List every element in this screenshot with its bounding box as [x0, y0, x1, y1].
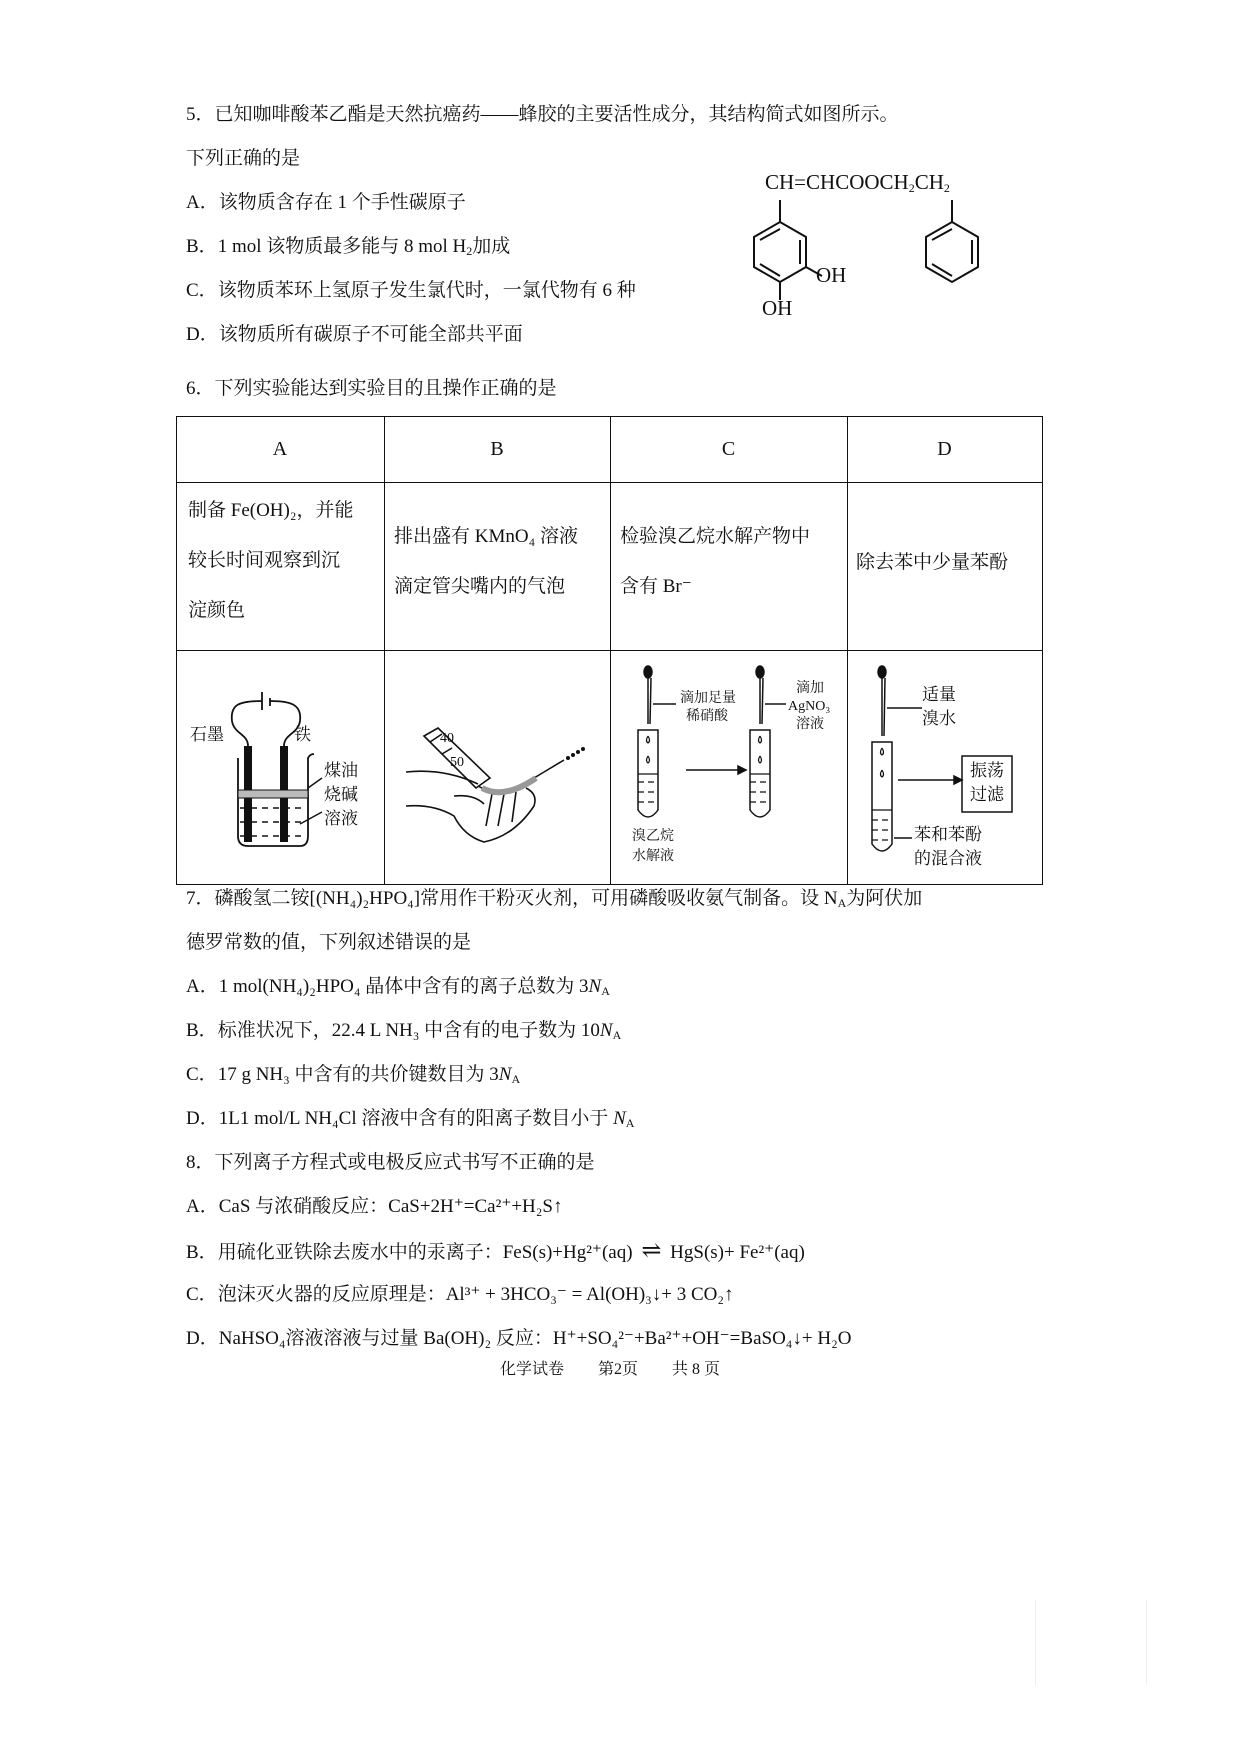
label-graphite: 石墨: [190, 725, 224, 744]
page-footer: [500, 1356, 750, 1379]
header-d: D: [937, 437, 952, 460]
q8-option-d: D．NaHSO₄溶液溶液与过量 Ba(OH)₂ 反应：H⁺+SO₄²⁻+Ba²⁺+OH⁻=BaSO₄↓+ H₂O: [186, 1328, 852, 1349]
experiment-table: [176, 416, 1043, 885]
footer-subject: 化学试卷: [500, 1361, 565, 1378]
label-add-agno3-1: 滴加: [796, 681, 824, 696]
q8-option-a: A．CaS 与浓硝酸反应：CaS+2H⁺=Ca²⁺+H₂S↑: [186, 1196, 563, 1217]
header-c: C: [721, 437, 736, 460]
footer-total: 共 8 页: [672, 1361, 721, 1378]
q5-option-a: [186, 190, 466, 216]
option-label: B．: [186, 236, 218, 257]
burette-tick-50: 50: [450, 755, 464, 770]
q7-option-a: A．1 mol(NH₄)₂HPO₄ 晶体中含有的离子总数为 $3N_A$: [186, 976, 610, 998]
label-filter: 过滤: [970, 785, 1004, 804]
purpose-c-line2: 含有 Br⁻: [620, 576, 692, 597]
burette-tick-40: 40: [440, 731, 454, 746]
q5-option-c: [186, 278, 636, 304]
label-hydrolysate-2: 水解液: [632, 849, 674, 864]
label-add-nitric-acid-1: 滴加足量: [680, 691, 736, 706]
option-text: 该物质所有碳原子不可能全部共平面: [218, 324, 523, 345]
label-mixture-1: 苯和苯酚: [914, 825, 982, 844]
q5-stem-line2: 下列正确的是: [186, 148, 301, 169]
q8-stem: 8．下列离子方程式或电极反应式书写不正确的是: [186, 1152, 595, 1173]
header-b: B: [490, 437, 504, 460]
subscript: 2: [466, 244, 473, 258]
oh-label-1: OH: [816, 263, 847, 287]
q7-option-b: B．标准状况下，22.4 L NH₃ 中含有的电子数为 $10N_A$: [186, 1020, 622, 1042]
scan-artifact: [1035, 1600, 1147, 1685]
option-label: C．: [186, 280, 218, 301]
label-kerosene: 煤油: [324, 761, 358, 780]
option-text: 该物质含存在 1 个手性碳原子: [218, 192, 466, 213]
header-a: A: [272, 437, 288, 460]
purpose-b-line2: 滴定管尖嘴内的气泡: [394, 576, 566, 597]
figure-a-electrolysis: [190, 666, 380, 876]
q8-option-c: C．泡沫灭火器的反应原理是：Al³⁺ + 3HCO₃⁻ = Al(OH)₃↓+ 3 CO₂↑: [186, 1284, 734, 1305]
label-caustic-soda: 烧碱: [324, 785, 358, 804]
purpose-a-line2: 较长时间观察到沉: [188, 550, 341, 571]
purpose-d-line1: 除去苯中少量苯酚: [856, 552, 1009, 573]
label-add-agno3-2: AgNO₃: [788, 699, 831, 714]
equilibrium-arrow-icon: ⇌: [641, 1238, 662, 1264]
q5-stem-line1: 5．已知咖啡酸苯乙酯是天然抗癌药——蜂胶的主要活性成分，其结构简式如图所示。: [186, 104, 899, 125]
burette-hand-icon: [394, 676, 604, 876]
q6-stem: 6．下列实验能达到实验目的且操作正确的是: [186, 378, 557, 399]
figure-b-burette: [394, 676, 604, 876]
side-chain-label: $CH=CHCOOCH_2CH_2$: [765, 170, 950, 195]
label-add-nitric-acid-2: 稀硝酸: [686, 709, 728, 724]
footer-page: 第2页: [598, 1361, 639, 1378]
purpose-a-line1: 制备 Fe(OH)₂，并能: [188, 500, 354, 521]
q7-stem-line2: 德罗常数的值，下列叙述错误的是: [186, 932, 472, 953]
label-iron: 铁: [294, 725, 311, 744]
label-add-agno3-3: 溶液: [796, 717, 824, 732]
option-text: 1 mol 该物质最多能与 8 mol H: [217, 236, 467, 257]
label-bromine-water: 溴水: [922, 709, 956, 728]
figure-c-testtubes: [620, 660, 842, 880]
label-hydrolysate-1: 溴乙烷: [632, 829, 674, 844]
option-label: A．: [186, 192, 219, 213]
purpose-c-line1: 检验溴乙烷水解产物中: [620, 526, 811, 547]
oh-label-2: OH: [762, 296, 793, 320]
purpose-a-line3: 淀颜色: [188, 600, 246, 621]
label-mixture-2: 的混合液: [914, 849, 982, 868]
structure-formula: [740, 160, 1040, 330]
option-text: 加成: [472, 236, 511, 257]
option-label: D．: [186, 324, 219, 345]
label-shake: 振荡: [970, 761, 1004, 780]
option-text: 该物质苯环上氢原子发生氯代时，一氯代物有 6 种: [217, 280, 636, 301]
q5-option-b: [186, 234, 510, 260]
q7-option-c: C．17 g NH₃ 中含有的共价键数目为 $3N_A$: [186, 1064, 521, 1086]
purpose-b-line1: 排出盛有 KMnO₄ 溶液: [394, 526, 578, 547]
label-solution: 溶液: [324, 809, 358, 828]
q8-option-b: B．用硫化亚铁除去废水中的汞离子：FeS(s)+Hg²⁺(aq) ⇌ HgS(s)+ Fe²⁺(aq): [186, 1238, 805, 1264]
label-proper-amount: 适量: [922, 685, 956, 704]
q5-option-d: [186, 322, 523, 348]
q7-option-d: D．1L1 mol/L NH₄Cl 溶液中含有的阳离子数目小于 $N_A$: [186, 1108, 635, 1130]
figure-d-bromine-water: [856, 660, 1038, 880]
q7-stem-line1: 7．磷酸氢二铵[(NH₄)₂HPO₄]常用作干粉灭火剂，可用磷酸吸收氨气制备。设 $N_A$为阿伏加: [186, 888, 923, 910]
